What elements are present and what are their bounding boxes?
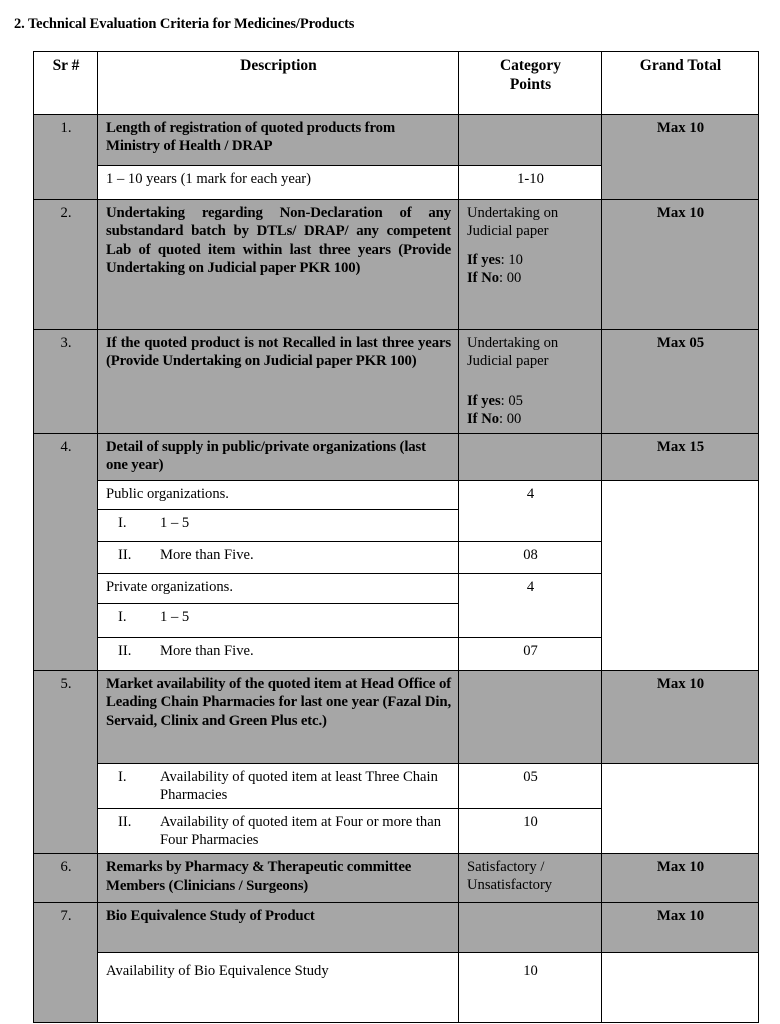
roman-numeral: I. [118, 515, 127, 531]
row-category-points [459, 200, 602, 330]
row-sr-number: 2. [34, 200, 98, 330]
category-points-if-no [467, 410, 594, 428]
row-sr-number: 5. [34, 671, 98, 854]
row-grand-total: Max 10 [602, 903, 759, 953]
row-grand-total-spacer [602, 953, 759, 1023]
row-grand-total: Max 10 [602, 115, 759, 200]
roman-text: 1 – 5 [160, 515, 190, 531]
subrow-description [98, 809, 459, 854]
category-points-line2: Unsatisfactory [467, 877, 553, 894]
roman-text: 1 – 5 [160, 609, 190, 625]
row-grand-total: Max 05 [602, 330, 759, 434]
roman-numeral: II. [118, 643, 132, 659]
row-description-text: Length of registration of quoted products from Ministry of Health / DRAP [106, 120, 396, 155]
row-description [98, 671, 459, 764]
roman-text: Availability of quoted item at least Three Chain Pharmacies [160, 769, 438, 804]
subrow-description-text: Private organizations. [106, 579, 233, 595]
row-description [98, 434, 459, 481]
subrow-category-points: 4 [459, 574, 602, 638]
row-description [98, 200, 459, 330]
roman-numeral: I. [118, 609, 127, 625]
row-category-points [459, 903, 602, 953]
row-description-text: If the quoted product is not Recalled in last three years (Provide Undertaking on Judicial paper PKR 100) [106, 335, 451, 370]
row-grand-total-spacer [602, 481, 759, 671]
table-row [34, 854, 759, 903]
technical-evaluation-criteria-table [33, 51, 759, 1023]
table-subrow [34, 764, 759, 809]
roman-text: More than Five. [160, 643, 254, 659]
if-no-value: : 00 [499, 411, 522, 428]
subrow-description [98, 574, 459, 604]
subrow-description [98, 953, 459, 1023]
category-points-if-no [467, 269, 594, 287]
roman-numeral: II. [118, 547, 132, 563]
subrow-description [98, 604, 459, 638]
roman-item [106, 642, 451, 660]
row-description [98, 903, 459, 953]
subrow-description-text: Public organizations. [106, 486, 229, 502]
category-points-line1: Satisfactory / [467, 859, 545, 876]
row-category-points [459, 854, 602, 903]
subrow-category-points: 10 [459, 953, 602, 1023]
if-yes-label: If yes [467, 393, 501, 410]
roman-item [106, 608, 451, 626]
table-subrow [34, 481, 759, 510]
table-row [34, 330, 759, 434]
row-grand-total: Max 10 [602, 854, 759, 903]
roman-text: Availability of quoted item at Four or more than Four Pharmacies [160, 814, 442, 849]
row-description-text: Remarks by Pharmacy & Therapeutic committee Members (Clinicians / Surgeons) [106, 859, 412, 894]
table-header-row [34, 52, 759, 115]
row-sr-number: 1. [34, 115, 98, 200]
roman-numeral: I. [118, 769, 127, 785]
subrow-category-points: 4 [459, 481, 602, 542]
row-description [98, 115, 459, 166]
table-row [34, 671, 759, 764]
if-yes-label: If yes [467, 252, 501, 269]
subrow-category-points: 08 [459, 542, 602, 574]
if-yes-value: : 05 [500, 393, 523, 410]
roman-item [106, 813, 451, 849]
roman-item [106, 768, 451, 804]
roman-text: More than Five. [160, 547, 254, 563]
row-sr-number: 3. [34, 330, 98, 434]
header-cell-description: Description [98, 52, 459, 115]
row-category-points [459, 434, 602, 481]
header-cell-category-points [459, 52, 602, 115]
header-cell-grand-total: Grand Total [602, 52, 759, 115]
subrow-description [98, 542, 459, 574]
if-no-label: If No [467, 411, 500, 428]
header-category-points-line1: Category [499, 57, 562, 74]
roman-item [106, 546, 451, 564]
subrow-description-text: Availability of Bio Equivalence Study [106, 963, 329, 980]
row-category-points [459, 671, 602, 764]
table-row [34, 903, 759, 953]
category-points-note: Undertaking on Judicial paper [467, 205, 559, 240]
subrow-description-text: 1 – 10 years (1 mark for each year) [106, 171, 312, 187]
row-description-text: Detail of supply in public/private organizations (last one year) [106, 439, 426, 474]
table-row [34, 115, 759, 166]
header-category-points-line2: Points [509, 76, 552, 94]
row-description [98, 854, 459, 903]
if-yes-value: : 10 [500, 252, 523, 269]
table-row [34, 200, 759, 330]
if-no-label: If No [467, 270, 500, 287]
row-description [98, 330, 459, 434]
subrow-category-points: 05 [459, 764, 602, 809]
subrow-category-points: 1-10 [459, 166, 602, 200]
subrow-category-points: 07 [459, 638, 602, 671]
header-cell-sr: Sr # [34, 52, 98, 115]
row-description-text: Undertaking regarding Non-Declaration of any substandard batch by DTLs/ DRAP/ any competent Lab of quoted item within last three years (Provide Undertaking on Judicial paper PKR 100) [106, 205, 451, 277]
row-sr-number: 4. [34, 434, 98, 671]
spacer [467, 370, 594, 392]
spacer [467, 240, 594, 251]
table-subrow [34, 953, 759, 1023]
page-title: 2. Technical Evaluation Criteria for Medicines/Products [14, 16, 355, 32]
row-category-points [459, 330, 602, 434]
category-points-note: Undertaking on Judicial paper [467, 335, 559, 370]
row-description-text: Market availability of the quoted item at Head Office of Leading Chain Pharmacies for last one year (Fazal Din, Servaid, Clinix and Green Plus etc.) [106, 676, 451, 729]
subrow-description [98, 481, 459, 510]
row-grand-total: Max 10 [602, 671, 759, 764]
category-points-if-yes [467, 392, 594, 410]
roman-item [106, 514, 451, 532]
subrow-description [98, 510, 459, 542]
row-category-points [459, 115, 602, 166]
row-sr-number: 7. [34, 903, 98, 1023]
subrow-category-points: 10 [459, 809, 602, 854]
subrow-description [98, 166, 459, 200]
row-grand-total: Max 10 [602, 200, 759, 330]
subrow-description [98, 638, 459, 671]
subrow-description [98, 764, 459, 809]
category-points-if-yes [467, 251, 594, 269]
row-grand-total-spacer [602, 764, 759, 854]
table-row [34, 434, 759, 481]
if-no-value: : 00 [499, 270, 522, 287]
roman-numeral: II. [118, 814, 132, 831]
row-description-text: Bio Equivalence Study of Product [106, 908, 315, 925]
row-sr-number: 6. [34, 854, 98, 903]
row-grand-total: Max 15 [602, 434, 759, 481]
